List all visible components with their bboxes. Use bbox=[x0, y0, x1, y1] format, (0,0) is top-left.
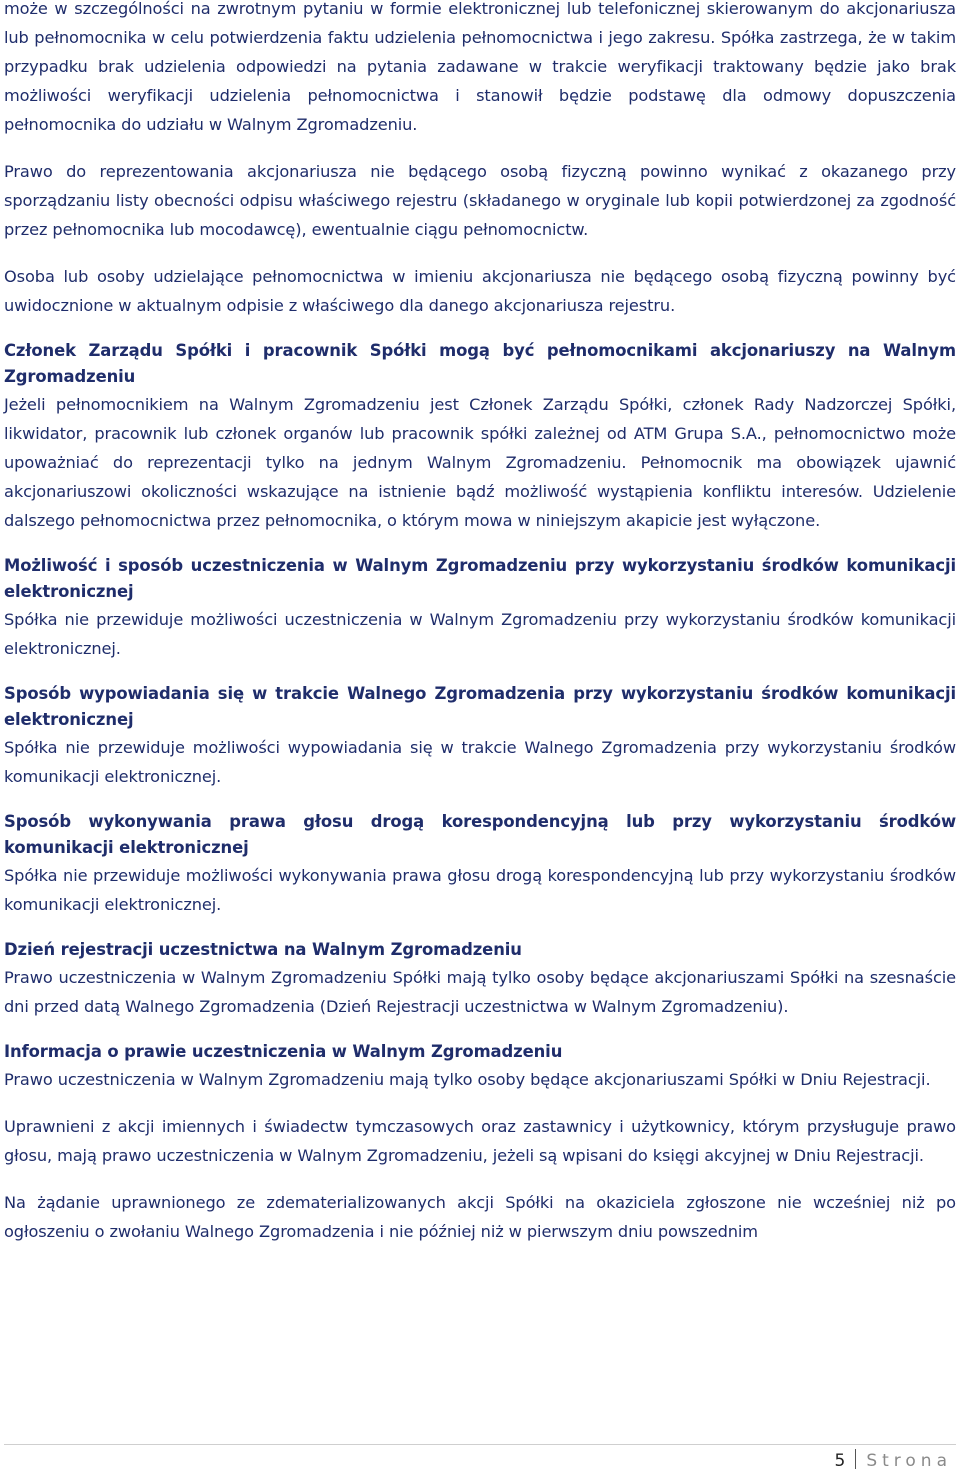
section-body-board-members: Jeżeli pełnomocnikiem na Walnym Zgromadzeniu jest Członek Zarządu Spółki, członek Rady Nadzorczej Spółki, likwidator, pracownik lub członek organów lub pracownik spółki zależnej od ATM Grupa S.A., pełnomocnictwo może upoważniać do reprezentacji tylko na jednym Walnym Zgromadzeniu. Pełnomocnik ma obowiązek ujawnić akcjonariuszowi okoliczności wskazujące na istnienie bądź możliwość wystąpienia konfliktu interesów. Udzielenie dalszego pełnomocnictwa przez pełnomocnika, o którym mowa w niniejszym akapicie jest wyłączone. bbox=[4, 395, 956, 530]
section-heading-electronic-speaking: Sposób wypowiadania się w trakcie Walnego Zgromadzenia przy wykorzystaniu środków komunikacji elektronicznej bbox=[4, 684, 956, 729]
paragraph-representation: Prawo do reprezentowania akcjonariusza nie będącego osobą fizyczną powinno wynikać z okazanego przy sporządzaniu listy obecności odpisu właściwego rejestru (składanego w oryginale lub kopii potwierdzonej za zgodność przez pełnomocnika lub mocodawcę), ewentualnie ciągu pełnomocnictw. bbox=[4, 162, 956, 239]
section-body-electronic-speaking: Spółka nie przewiduje możliwości wypowiadania się w trakcie Walnego Zgromadzenia przy wykorzystaniu środków komunikacji elektronicznej. bbox=[4, 738, 956, 786]
document-page bbox=[4, 0, 956, 1246]
section-heading-voting: Sposób wykonywania prawa głosu drogą korespondencyjną lub przy wykorzystaniu środków komunikacji elektronicznej bbox=[4, 812, 956, 857]
section-heading-board-members: Członek Zarządu Spółki i pracownik Spółki mogą być pełnomocnikami akcjonariuszy na Walnym Zgromadzeniu bbox=[4, 341, 956, 386]
paragraph-registered-shares: Uprawnieni z akcji imiennych i świadectw tymczasowych oraz zastawnicy i użytkownicy, którym przysługuje prawo głosu, mają prawo uczestniczenia w Walnym Zgromadzeniu, jeżeli są wpisani do księgi akcyjnej w Dniu Rejestracji. bbox=[4, 1117, 956, 1165]
page-number: 5 bbox=[834, 1451, 846, 1471]
paragraph-bearer-shares: Na żądanie uprawnionego ze zdematerializowanych akcji Spółki na okaziciela zgłoszone nie wcześniej niż po ogłoszeniu o zwołaniu Walnego Zgromadzenia i nie później niż w pierwszym dniu powszednim bbox=[4, 1193, 956, 1241]
section-body-participation-right: Prawo uczestniczenia w Walnym Zgromadzeniu mają tylko osoby będące akcjonariuszami Spółki w Dniu Rejestracji. bbox=[4, 1070, 931, 1089]
section-body-registration-day: Prawo uczestniczenia w Walnym Zgromadzeniu Spółki mają tylko osoby będące akcjonariuszami Spółki na szesnaście dni przed datą Walnego Zgromadzenia (Dzień Rejestracji uczestnictwa w Walnym Zgromadzeniu). bbox=[4, 968, 956, 1016]
section-heading-registration-day: Dzień rejestracji uczestnictwa na Walnym Zgromadzeniu bbox=[4, 940, 522, 959]
section-heading-electronic-participation: Możliwość i sposób uczestniczenia w Walnym Zgromadzeniu przy wykorzystaniu środków komunikacji elektronicznej bbox=[4, 556, 956, 601]
page-footer bbox=[835, 1448, 953, 1474]
footer-divider bbox=[4, 1444, 956, 1445]
section-body-voting: Spółka nie przewiduje możliwości wykonywania prawa głosu drogą korespondencyjną lub przy wykorzystaniu środków komunikacji elektronicznej. bbox=[4, 866, 956, 914]
page-word: Strona bbox=[866, 1451, 952, 1471]
footer-separator bbox=[855, 1449, 856, 1469]
paragraph-grantors: Osoba lub osoby udzielające pełnomocnictwa w imieniu akcjonariusza nie będącego osobą fizyczną powinny być uwidocznione w aktualnym odpisie z właściwego dla danego akcjonariusza rejestru. bbox=[4, 267, 956, 315]
section-heading-participation-right: Informacja o prawie uczestniczenia w Walnym Zgromadzeniu bbox=[4, 1042, 563, 1061]
paragraph-verification: może w szczególności na zwrotnym pytaniu w formie elektronicznej lub telefonicznej skierowanym do akcjonariusza lub pełnomocnika w celu potwierdzenia faktu udzielenia pełnomocnictwa i jego zakresu. Spółka zastrzega, że w takim przypadku brak udzielenia odpowiedzi na pytania zadawane w trakcie weryfikacji traktowany będzie jako brak możliwości weryfikacji udzielenia pełnomocnictwa i stanowił będzie podstawę dla odmowy dopuszczenia pełnomocnika do udziału w Walnym Zgromadzeniu. bbox=[4, 0, 956, 134]
section-body-electronic-participation: Spółka nie przewiduje możliwości uczestniczenia w Walnym Zgromadzeniu przy wykorzystaniu środków komunikacji elektronicznej. bbox=[4, 610, 956, 658]
